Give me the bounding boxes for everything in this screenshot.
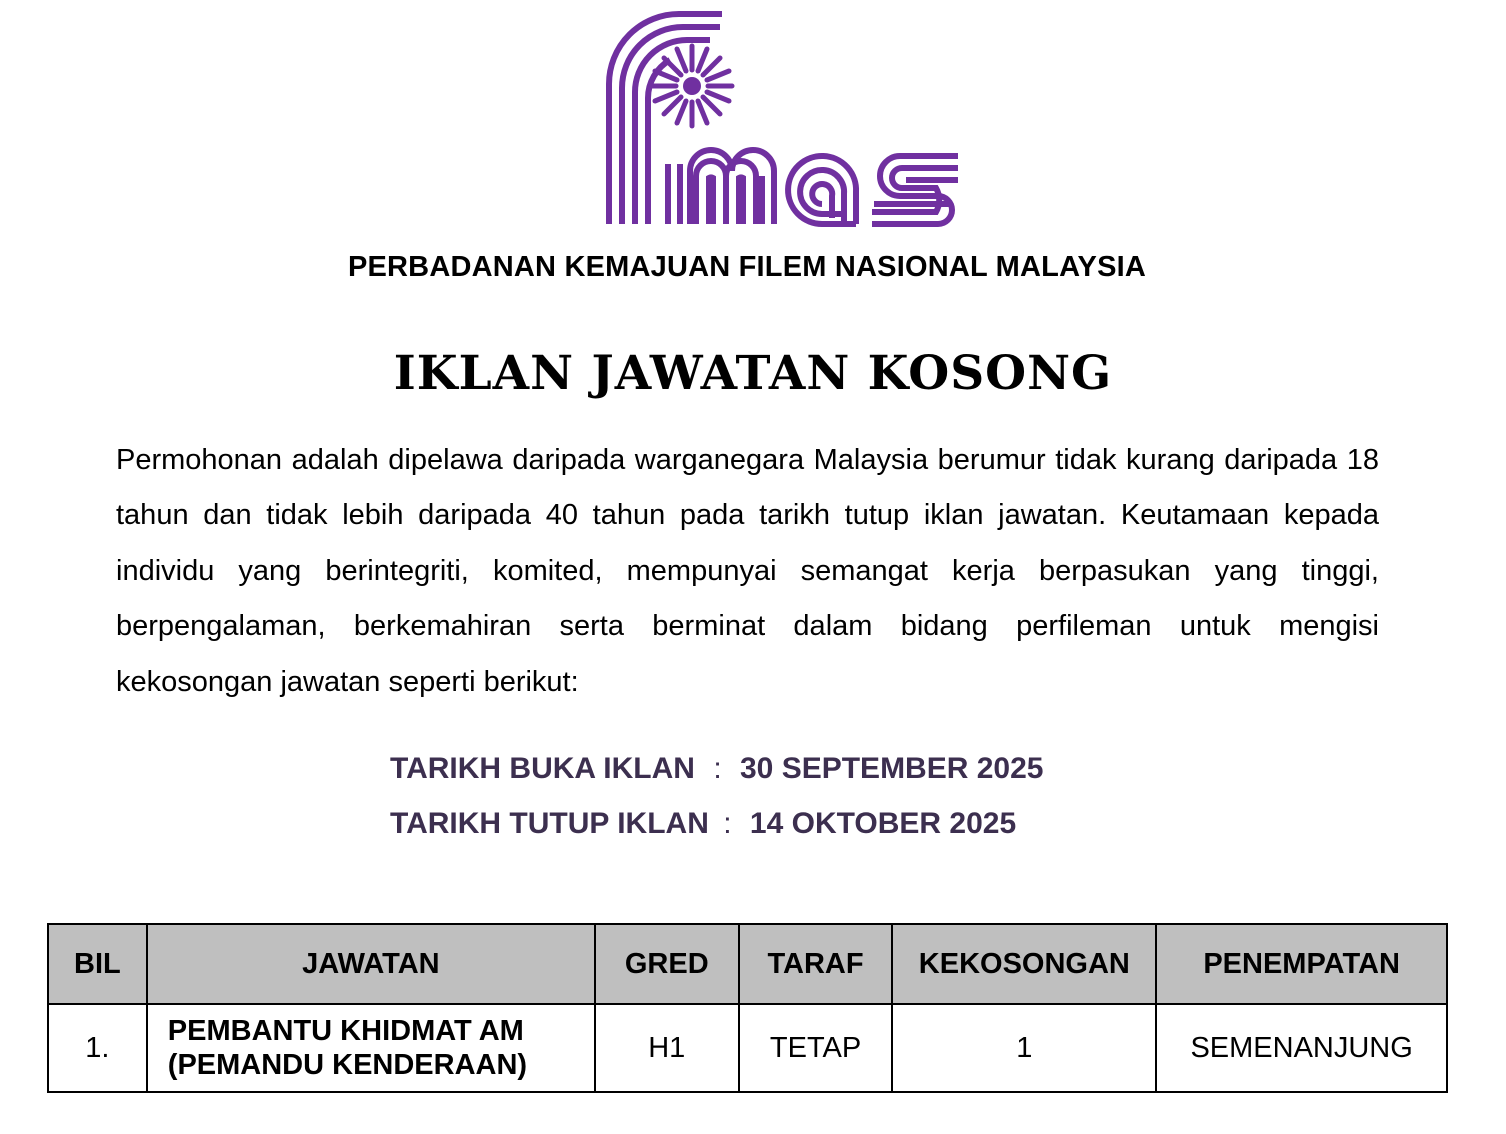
cell-taraf: TETAP — [739, 1004, 893, 1092]
open-date-label: TARIKH BUKA IKLAN — [390, 752, 695, 785]
column-header-taraf: TARAF — [739, 924, 893, 1004]
column-header-penempatan: PENEMPATAN — [1156, 924, 1447, 1004]
organization-name: PERBADANAN KEMAJUAN FILEM NASIONAL MALAYSIA — [347, 251, 1147, 283]
position-title-line2: (PEMANDU KENDERAAN) — [167, 1049, 528, 1081]
page-title: IKLAN JAWATAN KOSONG — [393, 346, 1113, 401]
column-header-kekosongan: KEKOSONGAN — [892, 924, 1156, 1004]
table-row — [48, 1004, 1447, 1092]
column-header-jawatan: JAWATAN — [147, 924, 595, 1004]
open-date-separator: : — [713, 752, 722, 785]
open-date-row — [390, 752, 1043, 786]
close-date-value: 14 OKTOBER 2025 — [749, 807, 1017, 840]
open-date-value: 30 SEPTEMBER 2025 — [740, 752, 1044, 785]
cell-gred: H1 — [595, 1004, 739, 1092]
cell-kekosongan: 1 — [892, 1004, 1156, 1092]
cell-jawatan — [147, 1004, 595, 1092]
column-header-bil: BIL — [48, 924, 147, 1004]
close-date-row — [390, 807, 1016, 841]
column-header-gred: GRED — [595, 924, 739, 1004]
cell-penempatan: SEMENANJUNG — [1156, 1004, 1447, 1092]
close-date-label: TARIKH TUTUP IKLAN — [390, 807, 709, 840]
vacancy-table — [47, 923, 1448, 1093]
position-title-line1: PEMBANTU KHIDMAT AM — [167, 1015, 524, 1047]
table-header-row — [48, 924, 1447, 1004]
intro-paragraph: Permohonan adalah dipelawa daripada warganegara Malaysia berumur tidak kurang daripada 18 tahun dan tidak lebih daripada 40 tahun pada tarikh tutup iklan jawatan. Keutamaan kepada individu yang berintegriti, komited, mempunyai semangat kerja berpasukan yang tinggi, berpengalaman, berkemahiran serta berminat dalam bidang perfileman untuk mengisi kekosongan jawatan seperti berikut: — [116, 444, 1379, 698]
cell-bil: 1. — [48, 1004, 147, 1092]
finas-logo — [600, 6, 966, 230]
close-date-separator: : — [723, 807, 732, 840]
